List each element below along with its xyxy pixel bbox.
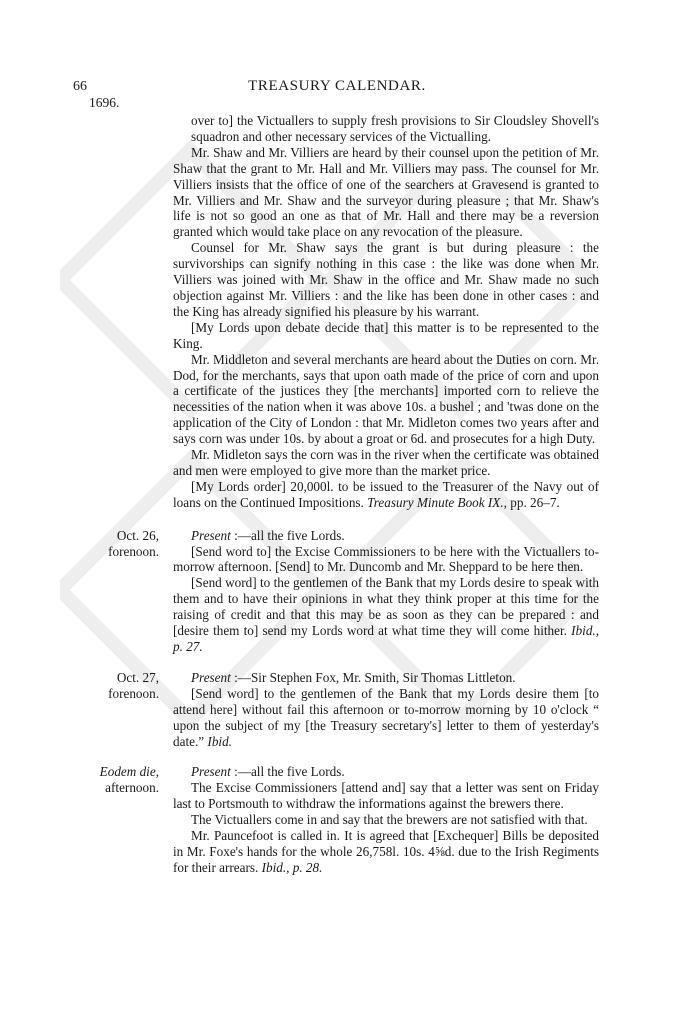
present-text: :—all the five Lords. (234, 527, 345, 543)
margin-date-time: afternoon. (105, 780, 159, 796)
source-pages: pp. 26–7. (510, 494, 560, 510)
paragraph: Mr. Middleton and several merchants are heard about the Duties on corn. Mr. Dod, for the merchants, says that upon oath made of the price of corn and upon a certificate of the justices they [the merchants] imported corn to relieve the necessities of the nation when it was above 10s. a bushel ; and 'twas done on the application of the City of London : that Mr. Midleton comes two years after and says corn was under 10s. by about a groat or 6d. and prosecutes for a high Duty. (173, 351, 599, 447)
margin-date (73, 764, 159, 796)
ibid-reference: Ibid., p. 27. (173, 623, 600, 654)
continuation-paragraph: over to] the Victuallers to supply fresh provisions to Sir Cloudsley Shovell's squadron and other necessary services of the Victualling. (191, 113, 599, 144)
present-text: :—Sir Stephen Fox, Mr. Smith, Sir Thomas Littleton. (234, 669, 516, 685)
paragraph (173, 686, 599, 750)
present-label: Present (191, 669, 231, 685)
margin-date-day: Oct. 26, (116, 527, 159, 543)
running-head: TREASURY CALENDAR. (248, 78, 426, 94)
page-number: 66 (73, 79, 87, 94)
year-margin: 1696. (89, 95, 120, 110)
margin-date (73, 670, 159, 702)
present-line (173, 670, 599, 686)
paragraph (173, 828, 599, 876)
paragraph: Mr. Midleton says the corn was in the river when the certificate was obtained and men were employed to give more than the market price. (173, 447, 599, 478)
present-line (173, 528, 599, 544)
paragraph: Counsel for Mr. Shaw says the grant is but during pleasure : the survivorships can signify nothing in this case : the like was done when Mr. Villiers was joined with Mr. Shaw in the office and Mr. Shaw made no such objection against Mr. Villiers : and the like has been done in other cases : and the King has already signified his pleasure by his warrant. (173, 240, 599, 319)
paragraph: [My Lords upon debate decide that] this matter is to be represented to the King. (173, 319, 599, 351)
paragraph: The Victuallers come in and say that the brewers are not satisfied with that. (191, 812, 588, 828)
body-text (99, 113, 600, 876)
paragraph: Mr. Shaw and Mr. Villiers are heard by their counsel upon the petition of Mr. Shaw that the grant to Mr. Hall and Mr. Villiers may pass. The counsel for Mr. Villiers insists that the office of one of the searchers at Gravesend is granted to Mr. Villiers and Mr. Shaw and the surveyor during pleasure ; that Mr. Shaw's life is not so good an one as that of Mr. Hall and there may be a reversion granted which would take place on any revocation of the pleasure. (173, 144, 599, 240)
paragraph-text: [Send word] to the gentlemen of the Bank that my Lords desire them [to attend here] without fail this afternoon or to-morrow morning by 10 o'clock “ upon the subject of my [the Treasury secretary's] letter to them of yesterday's date.” (173, 685, 599, 749)
margin-date-day: Eodem die, (99, 764, 159, 780)
paragraph: The Excise Commissioners [attend and] say that a letter was sent on Friday last to Portsmouth to withdraw the informations against the brewers there. (173, 780, 599, 812)
margin-date-day: Oct. 27, (116, 669, 159, 685)
paragraph-text: [Send word] to the gentlemen of the Bank that my Lords desire to speak with them and to have their opinions in what they think proper at this time for the raising of credit and that this may be as soon as they can be prepared : and [desire them to] send my Lords word at what time they will come hither. (173, 575, 599, 639)
entry-oct-27 (108, 669, 599, 750)
present-text: :—all the five Lords. (234, 764, 345, 780)
section-continued (173, 113, 599, 511)
margin-date (73, 528, 159, 560)
paragraph (173, 575, 599, 655)
paragraph-text: Mr. Pauncefoot is called in. It is agreed that [Exchequer] Bills be deposited in Mr. Foxe's hands for the whole 26,758l. 10s. 4⅝d. due to the Irish Regiments for their arrears. (173, 828, 599, 875)
present-label: Present (191, 764, 231, 780)
paragraph-text: [My Lords order] 20,000l. to be issued to the Treasurer of the Navy out of loans on the Continued Impositions. (173, 478, 599, 510)
margin-date-time: forenoon. (108, 685, 159, 701)
paragraph: [Send word to] the Excise Commissioners to be here with the Victuallers to-morrow afternoon. [Send] to Mr. Duncomb and Mr. Sheppard to be here then. (173, 543, 599, 575)
paragraph (173, 479, 599, 511)
margin-date-time: forenoon. (108, 543, 159, 559)
entry-oct-26 (108, 527, 600, 655)
source-reference: Treasury Minute Book IX., (367, 494, 507, 510)
ibid-reference: Ibid. (207, 733, 232, 749)
present-line (173, 764, 599, 780)
entry-eodem-die (99, 764, 599, 875)
present-label: Present (191, 527, 231, 543)
ibid-reference: Ibid., p. 28. (261, 859, 323, 875)
